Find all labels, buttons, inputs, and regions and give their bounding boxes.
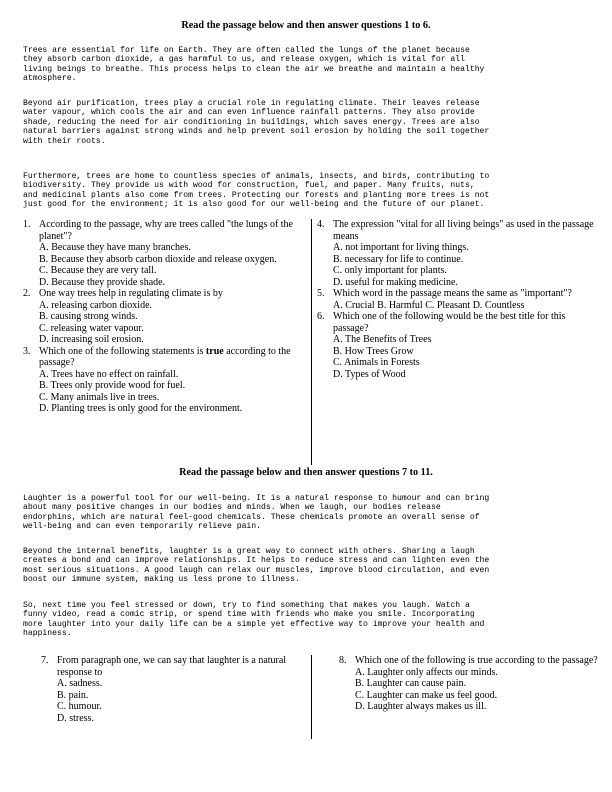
option[interactable]: B. necessary for life to continue. [333,253,464,265]
question-3 [23,346,305,369]
option[interactable]: A. Trees have no effect on rainfall. [39,368,179,380]
option[interactable]: A. sadness. [57,678,103,689]
question-8 [339,655,605,667]
question-text: Which one of the following statements is true according to the passage? [39,345,291,368]
option[interactable]: D. stress. [57,712,94,724]
column-divider [311,219,312,465]
question-number: 3. [23,345,31,357]
question-number: 8. [339,655,347,666]
questions-4-6 [317,219,603,380]
option[interactable]: A. Crucial B. Harmful C. Pleasant D. Countless [333,299,525,311]
option[interactable]: C. Many animals live in trees. [39,391,160,403]
option[interactable]: D. Because they provide shade. [39,276,166,288]
question-text: The expression "vital for all living beings" as used in the passage means [333,219,594,242]
questions-1-3 [23,219,305,415]
option[interactable]: B. Laughter can cause pain. [355,678,467,689]
question-text: One way trees help in regulating climate is by [39,288,223,299]
question-text: Which one of the following would be the best title for this passage? [333,311,566,334]
question-8-block [339,655,605,713]
column-divider-2 [311,655,312,739]
question-text: Which one of the following is true according to the passage? [355,655,598,666]
option[interactable]: D. increasing soil erosion. [39,334,144,345]
section1-heading: Read the passage below and then answer questions 1 to 6. [181,20,431,31]
option[interactable]: A. The Benefits of Trees [333,334,432,345]
option[interactable]: D. Laughter always makes us ill. [355,701,487,712]
section2-heading: Read the passage below and then answer questions 7 to 11. [179,467,433,478]
question-2 [23,288,305,300]
question-text: Which word in the passage means the same as "important"? [333,288,572,299]
option[interactable]: A. not important for living things. [333,242,469,253]
passage2-paragraph-1: Laughter is a powerful tool for our well-being. It is a natural response to humour and can bring about many positive changes in our bodies and minds. When we laugh, our bodies release endorphins, which are natural feel-good chemicals. These chemicals promote an overall sense of well-being and can even temporarily relieve pain. [23,494,490,532]
option[interactable]: D. Types of Wood [333,368,406,380]
question-5 [317,288,603,300]
question-1 [23,219,305,242]
question-7 [41,655,303,678]
option[interactable]: C. humour. [57,701,102,712]
question-number: 5. [317,288,325,299]
option[interactable]: A. releasing carbon dioxide. [39,299,153,311]
question-7-block [41,655,303,724]
option[interactable]: D. Planting trees is only good for the environment. [39,403,243,414]
question-number: 7. [41,655,49,666]
option[interactable]: B. Because they absorb carbon dioxide and release oxygen. [39,253,277,265]
question-text: From paragraph one, we can say that laughter is a natural response to [57,655,287,678]
option[interactable]: C. Because they are very tall. [39,265,157,276]
option[interactable]: B. How Trees Grow [333,345,414,357]
question-number: 6. [317,311,325,322]
option[interactable]: C. releasing water vapour. [39,322,144,334]
option[interactable]: A. Laughter only affects our minds. [355,666,498,678]
option[interactable]: C. Animals in Forests [333,357,420,368]
option[interactable]: C. Laughter can make us feel good. [355,689,498,701]
option[interactable]: C. only important for plants. [333,265,447,276]
passage2-paragraph-3: So, next time you feel stressed or down, try to find something that makes you laugh. Watch a funny video, read a comic strip, or spend time with friends who make you smile. Incorporating more laughter into your daily life can be a simple yet effective way to improve your health and happiness. [23,601,485,639]
option[interactable]: B. pain. [57,689,89,701]
question-text: According to the passage, why are trees called "the lungs of the planet"? [39,219,293,242]
question-4 [317,219,603,242]
option[interactable]: B. Trees only provide wood for fuel. [39,380,186,391]
question-number: 2. [23,288,31,299]
option[interactable]: B. causing strong winds. [39,311,138,322]
question-number: 1. [23,219,31,230]
passage1-paragraph-2: Beyond air purification, trees play a crucial role in regulating climate. Their leaves release water vapour, which cools the air and can even influence rainfall patterns. They also provide shade, reducing the need for air conditioning in buildings, which saves energy. Trees are also natural barriers against strong winds and help prevent soil erosion by holding the soil together with their roots. [23,99,490,146]
passage2-paragraph-2: Beyond the internal benefits, laughter is a great way to connect with others. Sharing a laugh creates a bond and can improve relationships. It helps to reduce stress and can lighten even the most serious situations. A good laugh can relax our muscles, improve blood circulation, and even boost our immune system, making us less prone to illness. [23,547,490,585]
passage1-paragraph-1: Trees are essential for life on Earth. They are often called the lungs of the planet because they absorb carbon dioxide, a gas harmful to us, and release oxygen, which is vital for all living beings to breathe. This process helps to clean the air we breathe and maintain a healthy atmosphere. [23,46,485,84]
passage1-paragraph-3: Furthermore, trees are home to countless species of animals, insects, and birds, contributing to biodiversity. They provide us with wood for construction, fuel, and paper. Many fruits, nuts, and medicinal plants also come from trees. Protecting our forests and planting more trees is not just good for the environment; it is also good for our well-being and the future of our planet. [23,172,490,210]
question-6 [317,311,603,334]
option[interactable]: D. useful for making medicine. [333,276,458,288]
option[interactable]: A. Because they have many branches. [39,242,191,253]
question-number: 4. [317,219,325,230]
